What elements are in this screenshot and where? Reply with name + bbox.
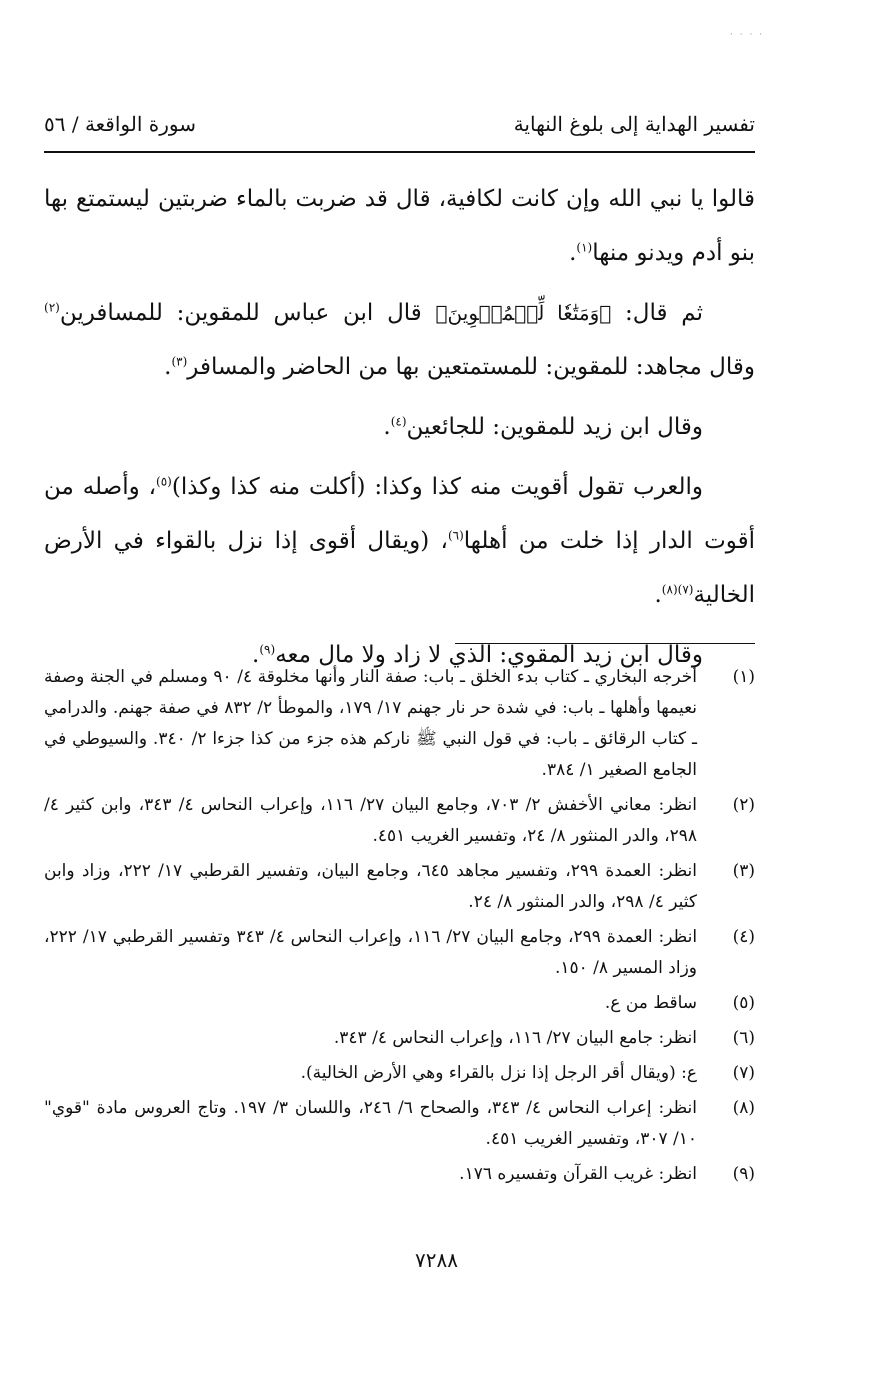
header-divider (44, 151, 755, 153)
footnote-text: ع: (ويقال أقر الرجل إذا نزل بالقراء وهي الأرض الخالية). (300, 1063, 697, 1083)
paragraph-4 (44, 460, 755, 622)
running-header (44, 112, 755, 146)
page-number: ٧٢٨٨ (415, 1248, 458, 1272)
surah-reference: سورة الواقعة / ٥٦ (44, 112, 196, 136)
footnote-text: انظر: جامع البيان ٢٧/ ١١٦، وإعراب النحاس ٤/ ٣٤٣. (333, 1028, 697, 1048)
footnote-ref-1: (١) (576, 240, 593, 255)
paragraph-1-end: . (569, 240, 577, 266)
paragraph-2 (44, 286, 755, 394)
paragraph-3-end: . (383, 414, 391, 440)
footnote-ref-7-8: (٧)(٨) (661, 582, 694, 597)
footnote-number: (٧) (732, 1063, 755, 1083)
footnote-text: انظر: معاني الأخفش ٢/ ٧٠٣، وجامع البيان ٢٧/ ١١٦، وإعراب النحاس ٤/ ٣٤٣، وابن كثير ٤/ ٢٩٨، والدر المنثور ٨/ ٢٤، وتفسير الغريب ٤٥١. (44, 795, 698, 846)
footnote-text: انظر: غريب القرآن وتفسيره ١٧٦. (459, 1164, 697, 1184)
footnote-ref-2: (٢) (44, 300, 60, 315)
footnote-number: (٩) (732, 1164, 755, 1184)
footnote-number: (٢) (732, 795, 755, 815)
quran-quote: ﴿وَمَتَٰعٗا لِّلۡمُقۡوِينَ﴾ (435, 301, 612, 325)
paragraph-3-text: وقال ابن زيد للمقوين: للجائعين (406, 414, 703, 440)
footnotes (44, 662, 755, 1194)
footnote-7 (44, 1058, 755, 1089)
footnote-ref-5: (٥) (156, 474, 172, 489)
paragraph-2-text-a: ثم قال: (611, 300, 703, 326)
footnote-ref-9: (٩) (259, 642, 276, 657)
scan-mark: · · · · (730, 30, 765, 40)
footnote-text: ساقط من ع. (604, 993, 697, 1013)
footnote-number: (١) (732, 667, 755, 687)
paragraph-3 (44, 400, 755, 454)
footnote-9 (44, 1159, 755, 1190)
paragraph-4-text-a: والعرب تقول أقويت منه كذا وكذا: (أكلت منه كذا وكذا) (171, 474, 703, 500)
footnote-4 (44, 922, 755, 984)
paragraph-4-text-c: ، (ويقال أقوى إذا نزل بالقواء في الأرض الخالية (44, 528, 755, 608)
paragraph-2-end: . (164, 354, 172, 380)
footnote-number: (٥) (732, 993, 755, 1013)
footnote-text: أخرجه البخاري ـ كتاب بدء الخلق ـ باب: صفة النار وأنها مخلوقة ٤/ ٩٠ ومسلم في الجنة وصفة نعيمها وأهلها ـ باب: في شدة حر نار جهنم ١٧/ ١٧٩، والموطأ ٢/ ٨٣٢ في صفة جهنم. والدرامي ـ كتاب الرقائق ـ باب: في قول النبي ﷺ ناركم هذه جزء من كذا جزءا ٢/ ٣٤٠. والسيوطي في الجامع الصغير ١/ ٣٨٤. (44, 667, 698, 780)
paragraph-5-end: . (252, 642, 260, 668)
paragraph-4-end: . (654, 582, 662, 608)
paragraph-4-text-b: ، وأصله من أقوت الدار إذا خلت من أهلها (44, 474, 755, 554)
footnote-number: (٨) (732, 1098, 755, 1118)
footnote-3 (44, 856, 755, 918)
footnote-6 (44, 1023, 755, 1054)
main-text (44, 172, 755, 688)
footnote-ref-4: (٤) (390, 414, 407, 429)
footnote-ref-3: (٣) (171, 354, 188, 369)
footnote-2 (44, 790, 755, 852)
footnote-text: انظر: العمدة ٢٩٩، وجامع البيان ٢٧/ ١١٦، وإعراب النحاس ٤/ ٣٤٣ وتفسير القرطبي ١٧/ ٢٢٢، وزاد المسير ٨/ ١٥٠. (44, 927, 698, 978)
paragraph-2-text-b: قال ابن عباس للمقوين: للمسافرين (59, 300, 436, 326)
paragraph-1 (44, 172, 755, 280)
footnote-number: (٣) (732, 861, 755, 881)
paragraph-1-text: قالوا يا نبي الله وإن كانت لكافية، قال قد ضربت بالماء ضربتين ليستمتع بها بنو أدم ويدنو منها (44, 186, 755, 266)
book-title: تفسير الهداية إلى بلوغ النهاية (513, 112, 755, 136)
footnote-1 (44, 662, 755, 786)
paragraph-2-text-c: وقال مجاهد: للمقوين: للمستمتعين بها من الحاضر والمسافر (187, 354, 755, 380)
footnote-number: (٦) (732, 1028, 755, 1048)
footnote-text: انظر: إعراب النحاس ٤/ ٣٤٣، والصحاح ٦/ ٢٤٦، واللسان ٣/ ١٩٧. وتاج العروس مادة "قوي" ١٠/ ٣٠٧، وتفسير الغريب ٤٥١. (44, 1098, 697, 1149)
footnote-text: انظر: العمدة ٢٩٩، وتفسير مجاهد ٦٤٥، وجامع البيان، وتفسير القرطبي ١٧/ ٢٢٢، وزاد وابن كثير ٤/ ٢٩٨، والدر المنثور ٨/ ٢٤. (44, 861, 698, 912)
footnote-8 (44, 1093, 755, 1155)
footnote-divider (455, 643, 755, 644)
paragraph-5-text: وقال ابن زيد المقوي: الذي لا زاد ولا مال معه (275, 642, 703, 668)
footnote-5 (44, 988, 755, 1019)
footnote-number: (٤) (732, 927, 755, 947)
footnote-ref-6: (٦) (447, 528, 464, 543)
